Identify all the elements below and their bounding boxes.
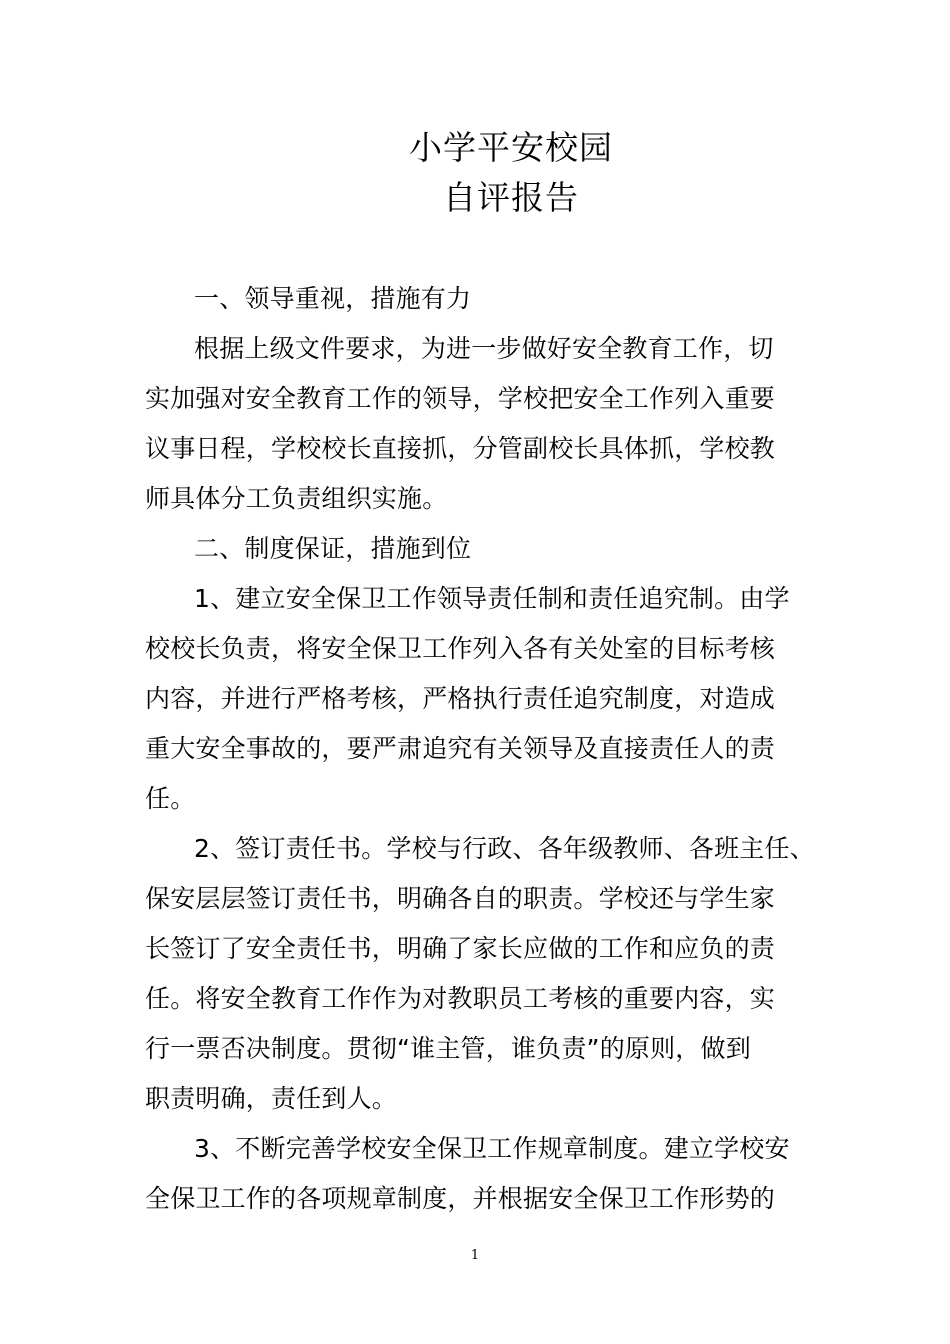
paragraph-line: 行一票否决制度。贯彻“谁主管，谁负责”的原则，做到 [145,1034,751,1063]
paragraph-line: 职责明确，责任到人。 [145,1084,398,1113]
paragraph-line: 重大安全事故的，要严肃追究有关领导及直接责任人的责 [145,734,776,763]
paragraph-line: 全保卫工作的各项规章制度，并根据安全保卫工作形势的 [145,1184,776,1213]
paragraph-line: 任。将安全教育工作作为对教职员工考核的重要内容，实 [145,984,776,1013]
paragraph-line: 保安层层签订责任书，明确各自的职责。学校还与学生家 [145,884,776,913]
paragraph-line: 1、建立安全保卫工作领导责任制和责任追究制。由学 [194,584,790,613]
paragraph-line: 2、签订责任书。学校与行政、各年级教师、各班主任、 [194,834,815,863]
section-heading-2: 二、制度保证，措施到位 [194,534,472,563]
paragraph-line: 议事日程，学校校长直接抓，分管副校长具体抓，学校教 [145,434,776,463]
paragraph-line: 师具体分工负责组织实施。 [145,484,448,513]
paragraph-line: 3、不断完善学校安全保卫工作规章制度。建立学校安 [194,1134,790,1163]
paragraph-line: 实加强对安全教育工作的领导，学校把安全工作列入重要 [145,384,776,413]
paragraph-line: 内容，并进行严格考核，严格执行责任追究制度，对造成 [145,684,776,713]
paragraph-line: 根据上级文件要求，为进一步做好安全教育工作，切 [194,334,774,363]
page-number: 1 [470,1248,480,1263]
document-title-line-1: 小学平安校园 [409,128,613,167]
section-heading-1: 一、领导重视，措施有力 [194,284,472,313]
paragraph-line: 校校长负责，将安全保卫工作列入各有关处室的目标考核 [145,634,776,663]
document-title-line-2: 自评报告 [443,178,579,217]
paragraph-line: 长签订了安全责任书，明确了家长应做的工作和应负的责 [145,934,776,963]
paragraph-line: 任。 [145,784,196,813]
